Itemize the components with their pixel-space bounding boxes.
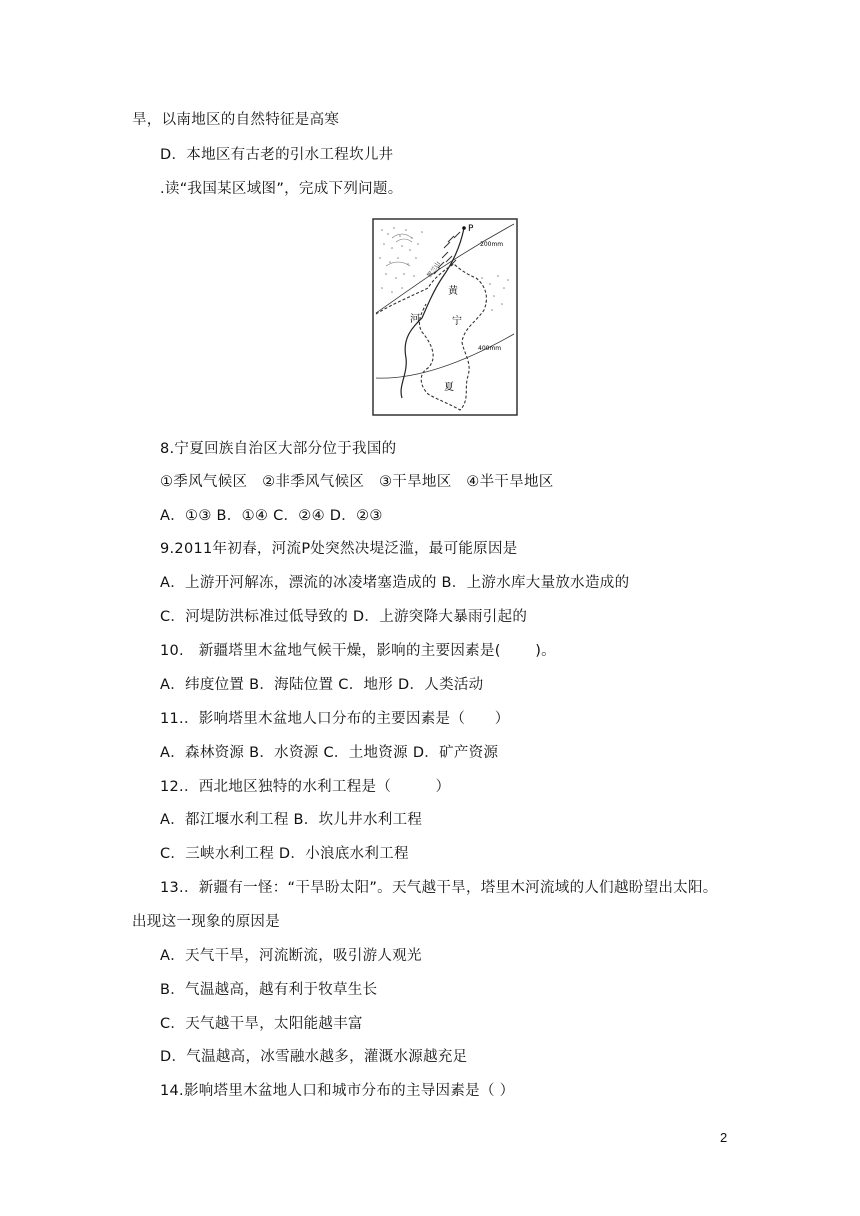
map-label-ning: 宁 (452, 316, 462, 327)
line-6: 9.2011年初春，河流P处突然决堤泛滥，最可能原因是 (160, 541, 518, 557)
map-label-p: P (468, 224, 474, 234)
line-5: A．①③ B．①④ C．②④ D．②③ (160, 508, 383, 524)
line-3: 8.宁夏回族自治区大部分位于我国的 (160, 441, 397, 457)
line-4: ①季风气候区 ②非季风气候区 ③干旱地区 ④半干旱地区 (160, 474, 554, 490)
map-label-huang: 黄 (448, 286, 458, 297)
map-label-river: 河 (410, 314, 420, 325)
line-15: C．三峡水利工程 D．小浪底水利工程 (160, 846, 409, 862)
line-13: 12.．西北地区独特的水利工程是（ ） (160, 779, 451, 795)
line-18: A．天气干旱，河流断流，吸引游人观光 (160, 948, 422, 964)
line-12: A．森林资源 B．水资源 C．土地资源 D．矿产资源 (160, 745, 499, 761)
line-7: A．上游开河解冻，漂流的冰凌堵塞造成的 B．上游水库大量放水造成的 (160, 575, 630, 591)
map-label-xia: 夏 (444, 382, 454, 393)
line-19: B．气温越高，越有利于牧草生长 (160, 982, 378, 998)
line-0: 旱，以南地区的自然特征是高寒 (132, 112, 340, 128)
line-1: D．本地区有古老的引水工程坎儿井 (160, 147, 394, 163)
map-label-200mm: 200mm (480, 241, 504, 248)
region-map (372, 218, 518, 416)
line-20: C．天气越干旱，太阳能越丰富 (160, 1016, 363, 1032)
line-21: D．气温越高，冰雪融水越多，灌溉水源越充足 (160, 1049, 468, 1065)
line-22: 14.影响塔里木盆地人口和城市分布的主导因素是（ ） (160, 1083, 515, 1099)
line-11: 11.．影响塔里木盆地人口分布的主要因素是（ ） (160, 711, 510, 727)
line-16: 13.．新疆有一怪：“干旱盼太阳”。天气越干旱，塔里木河流域的人们越盼望出太阳。 (160, 880, 718, 896)
map-label-mountain: 贺兰山 (425, 260, 442, 280)
page-number: 2 (720, 1130, 728, 1145)
map-label-400mm: 400mm (478, 345, 502, 352)
line-10: A．纬度位置 B．海陆位置 C．地形 D．人类活动 (160, 677, 484, 693)
line-2: .读“我国某区域图”，完成下列问题。 (160, 181, 403, 197)
line-17: 出现这一现象的原因是 (132, 914, 280, 930)
line-9: 10. 新疆塔里木盆地气候干燥，影响的主要因素是( )。 (160, 643, 556, 659)
line-8: C．河堤防洪标准过低导致的 D．上游突降大暴雨引起的 (160, 609, 528, 625)
line-14: A．都江堰水利工程 B．坎儿井水利工程 (160, 812, 423, 828)
